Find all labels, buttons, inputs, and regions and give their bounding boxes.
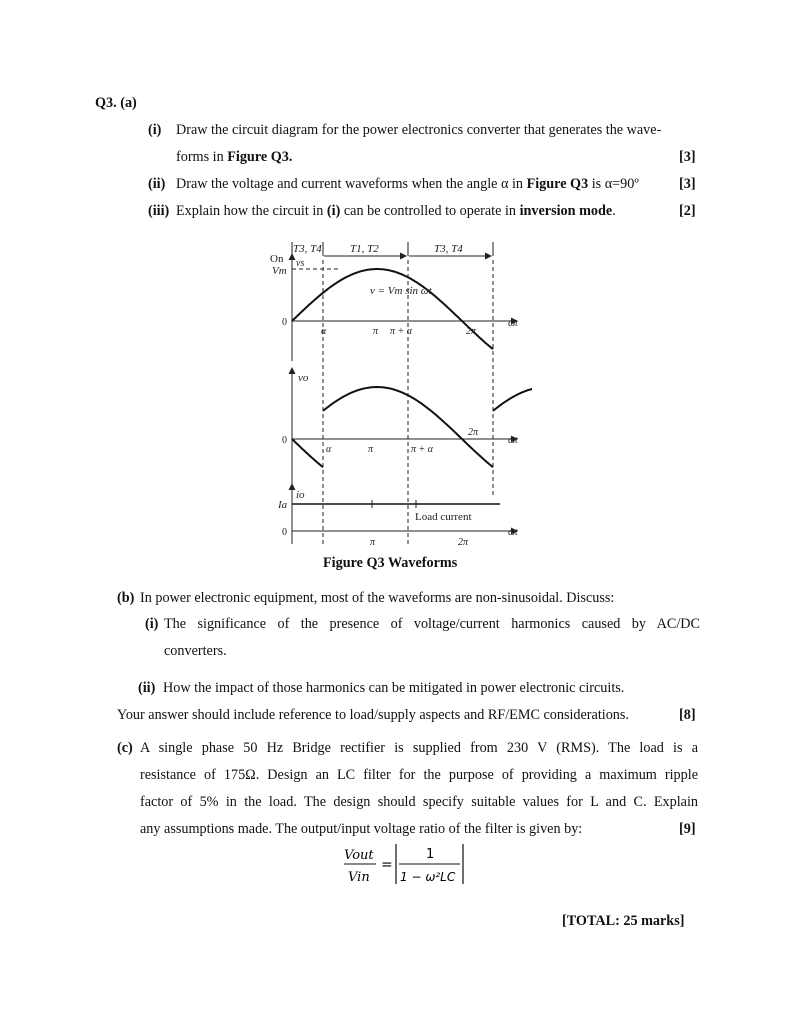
item-number: (i): [148, 122, 162, 138]
waveform-diagram: [262, 236, 532, 552]
wt-label: ωt: [508, 435, 518, 446]
pi-plus-alpha-label: π + α: [411, 444, 434, 455]
q3a-ii-angle: is α=90º: [588, 176, 639, 192]
thyristor-label-left: T3, T4: [293, 243, 322, 255]
supply-sine-wave: [292, 269, 493, 349]
formula-denominator: Vin: [348, 870, 370, 885]
q3b-i-line1: The significance of the presence of voltage/current harmonics caused by AC/DC: [164, 616, 700, 632]
marks: [2]: [679, 203, 696, 219]
output-voltage-wave: [292, 387, 532, 467]
figure-q3-waveforms: [262, 236, 532, 552]
vs-label: vs: [296, 258, 305, 269]
ia-label: Ia: [278, 499, 288, 511]
alpha-label: α: [326, 444, 332, 455]
item-number: (b): [117, 590, 135, 606]
inversion-mode-term: inversion mode: [519, 203, 613, 219]
q3a-iii-text-mid: can be controlled to operate in: [340, 203, 520, 219]
q3a-i-line1: Draw the circuit diagram for the power electronics converter that generates the wave-: [176, 122, 662, 138]
figure-reference: Figure Q3: [526, 176, 589, 192]
filter-ratio-formula: [340, 840, 480, 888]
item-number: (iii): [148, 203, 170, 219]
alpha-label: α: [321, 326, 327, 337]
q3c-line2: resistance of 175Ω. Design an LC filter for the purpose of providing a maximum ripple: [140, 767, 698, 783]
q3b-i-line2: converters.: [164, 643, 227, 659]
total-marks: [TOTAL: 25 marks]: [562, 913, 685, 929]
thyristor-label-right: T3, T4: [434, 243, 463, 255]
figure-reference: Figure Q3.: [227, 149, 293, 165]
zero-label: 0: [282, 435, 287, 446]
item-number: (i): [145, 616, 159, 632]
q3a-iii-line: [176, 203, 616, 220]
q3a-i-line2: [176, 149, 292, 166]
wt-label: ωt: [508, 527, 518, 538]
formula-right-denominator: 1 − ω²LC: [400, 870, 456, 884]
q3b-ii-text: How the impact of those harmonics can be mitigated in power electronic circuits.: [163, 680, 625, 696]
formula-numerator: Vout: [344, 848, 374, 863]
zero-label: 0: [282, 317, 287, 328]
pi-label: π: [370, 537, 376, 548]
q3a-iii-text: Explain how the circuit in: [176, 203, 327, 219]
pi-plus-alpha-label: π + α: [390, 326, 413, 337]
vo-label: vo: [298, 372, 309, 384]
wt-label: ωt: [508, 318, 518, 329]
formula-graphic: [340, 840, 480, 888]
two-pi-label: 2π: [468, 427, 479, 438]
sine-equation: v = Vm sin ωt: [370, 285, 432, 297]
two-pi-label: 2π: [466, 326, 477, 337]
item-number: (ii): [138, 680, 156, 696]
q3c-line1: A single phase 50 Hz Bridge rectifier is supplied from 230 V (RMS). The load is a: [140, 740, 698, 756]
marks: [3]: [679, 176, 696, 192]
q3b-intro: In power electronic equipment, most of the waveforms are non-sinusoidal. Discuss:: [140, 590, 615, 606]
formula-equals: =: [381, 857, 393, 873]
q3c-line3: factor of 5% in the load. The design should specify suitable values for L and C. Explain: [140, 794, 698, 810]
pi-label: π: [368, 444, 374, 455]
two-pi-label: 2π: [458, 537, 469, 548]
load-current-label: Load current: [415, 511, 472, 523]
formula-right-numerator: 1: [426, 847, 435, 862]
q3c-line4: any assumptions made. The output/input voltage ratio of the filter is given by:: [140, 821, 583, 837]
q3a-ii-text: Draw the voltage and current waveforms when the angle α in: [176, 176, 527, 192]
pi-label: π: [373, 326, 379, 337]
on-label: On: [270, 253, 284, 265]
figure-caption: Figure Q3 Waveforms: [323, 555, 458, 571]
part-reference: (i): [326, 203, 341, 219]
io-label: io: [296, 489, 305, 501]
marks: [3]: [679, 149, 696, 165]
question-heading: Q3. (a): [95, 95, 137, 111]
q3a-iii-text-end: .: [612, 203, 616, 219]
item-number: (c): [117, 740, 133, 756]
item-number: (ii): [148, 176, 166, 192]
vm-label: Vm: [272, 265, 287, 277]
zero-label: 0: [282, 527, 287, 538]
q3a-i-line2-text: forms in: [176, 149, 228, 165]
q3b-final: Your answer should include reference to load/supply aspects and RF/EMC considerations.: [117, 707, 629, 723]
q3a-ii-line: [176, 176, 639, 193]
marks: [8]: [679, 707, 696, 723]
marks: [9]: [679, 821, 696, 837]
thyristor-label-mid: T1, T2: [350, 243, 379, 255]
